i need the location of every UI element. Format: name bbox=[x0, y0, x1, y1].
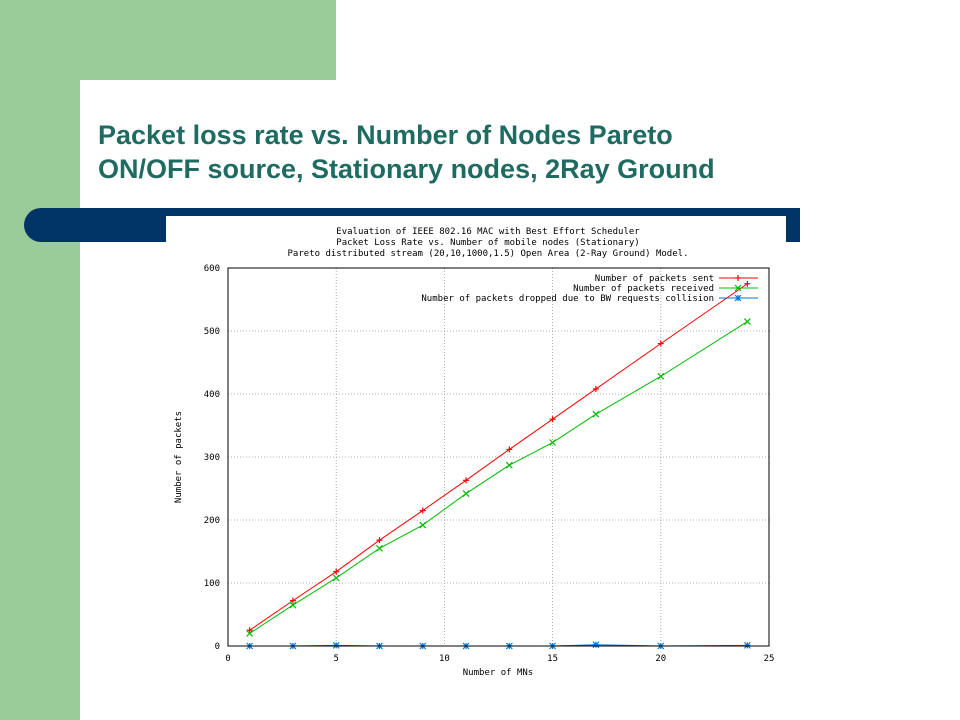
data-point-series-0 bbox=[550, 416, 556, 422]
chart-series-layer bbox=[247, 281, 751, 649]
line-chart bbox=[166, 216, 786, 682]
data-point-series-1 bbox=[463, 491, 469, 497]
y-tick-label: 100 bbox=[203, 579, 220, 589]
y-tick-label: 200 bbox=[203, 516, 220, 526]
chart-title-line-2: Packet Loss Rate vs. Number of mobile nodes (Stationary) bbox=[336, 238, 640, 248]
data-point-series-0 bbox=[658, 341, 664, 347]
y-tick-label: 0 bbox=[214, 642, 220, 652]
data-point-series-1 bbox=[744, 319, 750, 325]
legend-marker-series-0 bbox=[735, 275, 741, 281]
x-tick-label: 20 bbox=[655, 654, 667, 664]
data-point-series-2 bbox=[333, 642, 339, 648]
data-point-series-1 bbox=[550, 440, 556, 446]
slide-title-line-2: ON/OFF source, Stationary nodes, 2Ray Ground bbox=[98, 154, 715, 184]
background-green-top bbox=[80, 0, 336, 80]
x-tick-label: 10 bbox=[438, 654, 450, 664]
data-point-series-2 bbox=[593, 642, 599, 648]
y-tick-label: 300 bbox=[203, 453, 220, 463]
data-point-series-1 bbox=[506, 462, 512, 468]
data-point-series-1 bbox=[420, 522, 426, 528]
y-tick-label: 500 bbox=[203, 327, 220, 337]
y-tick-label: 400 bbox=[203, 390, 220, 400]
chart-title-line-3: Pareto distributed stream (20,10,1000,1.5) Open Area (2-Ray Ground) Model. bbox=[287, 249, 689, 259]
chart-title-line-1: Evaluation of IEEE 802.16 MAC with Best Effort Scheduler bbox=[336, 227, 640, 237]
data-point-series-1 bbox=[376, 545, 382, 551]
data-point-series-0 bbox=[420, 508, 426, 514]
chart-image bbox=[166, 216, 786, 682]
data-point-series-1 bbox=[593, 411, 599, 417]
legend-label-series-2: Number of packets dropped due to BW requests collision bbox=[421, 294, 714, 304]
series-line-1 bbox=[250, 322, 748, 634]
data-point-series-2 bbox=[744, 642, 750, 648]
legend-marker-series-2 bbox=[735, 295, 741, 301]
slide-title bbox=[98, 118, 918, 186]
chart-legend bbox=[421, 274, 758, 304]
x-tick-label: 25 bbox=[763, 654, 775, 664]
y-axis-label: Number of packets bbox=[174, 410, 184, 504]
legend-label-series-0: Number of packets sent bbox=[594, 274, 714, 284]
x-axis-label: Number of MNs bbox=[462, 668, 534, 678]
slide-title-line-1: Packet loss rate vs. Number of Nodes Pareto bbox=[98, 120, 673, 150]
x-tick-label: 15 bbox=[547, 654, 559, 664]
legend-label-series-1: Number of packets received bbox=[573, 284, 714, 294]
x-tick-label: 5 bbox=[333, 654, 339, 664]
data-point-series-0 bbox=[593, 386, 599, 392]
background-green-strip bbox=[0, 0, 80, 720]
y-tick-label: 600 bbox=[203, 264, 220, 274]
data-point-series-0 bbox=[744, 281, 750, 287]
data-point-series-1 bbox=[658, 373, 664, 379]
x-tick-label: 0 bbox=[225, 654, 231, 664]
